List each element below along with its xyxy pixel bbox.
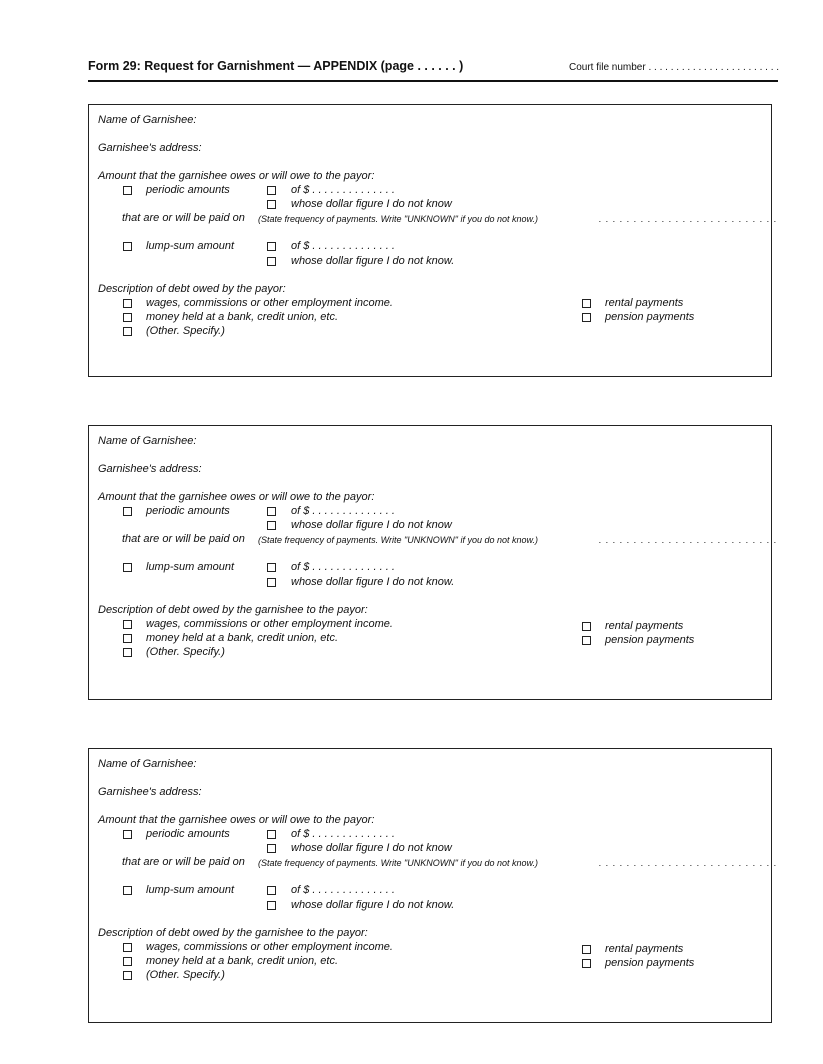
lump-of-dollar-label: of $ . . . . . . . . . . . . . . bbox=[291, 884, 395, 896]
lump-of-dollar-label: of $ . . . . . . . . . . . . . . bbox=[291, 240, 395, 252]
other-checkbox[interactable] bbox=[123, 327, 132, 336]
wages-label: wages, commissions or other employment income. bbox=[146, 618, 393, 630]
lump-unknown-checkbox[interactable] bbox=[267, 257, 276, 266]
money-held-label: money held at a bank, credit union, etc. bbox=[146, 311, 339, 323]
periodic-of-dollar-label: of $ . . . . . . . . . . . . . . bbox=[291, 184, 395, 196]
debt-intro: Description of debt owed by the garnishee to the payor: bbox=[98, 604, 368, 616]
lump-sum-checkbox[interactable] bbox=[123, 242, 132, 251]
lump-of-dollar-label: of $ . . . . . . . . . . . . . . bbox=[291, 561, 395, 573]
wages-label: wages, commissions or other employment income. bbox=[146, 941, 393, 953]
garnishee-section-1 bbox=[88, 104, 778, 377]
paid-on-lead: that are or will be paid on bbox=[122, 856, 245, 868]
garnishee-section-2 bbox=[88, 425, 778, 700]
wages-checkbox[interactable] bbox=[123, 620, 132, 629]
amount-intro: Amount that the garnishee owes or will owe to the payor: bbox=[98, 491, 375, 503]
money-held-checkbox[interactable] bbox=[123, 957, 132, 966]
other-label: (Other. Specify.) bbox=[146, 969, 225, 981]
paid-on-lead: that are or will be paid on bbox=[122, 212, 245, 224]
paid-on-fill[interactable]: . . . . . . . . . . . . . . . . . . . . . . . . . . bbox=[599, 858, 778, 868]
money-held-label: money held at a bank, credit union, etc. bbox=[146, 955, 339, 967]
amount-intro: Amount that the garnishee owes or will owe to the payor: bbox=[98, 170, 375, 182]
pension-label: pension payments bbox=[605, 311, 695, 323]
rental-checkbox[interactable] bbox=[582, 945, 591, 954]
pension-checkbox[interactable] bbox=[582, 959, 591, 968]
lump-sum-label: lump-sum amount bbox=[146, 884, 235, 896]
garnishee-address-label: Garnishee's address: bbox=[98, 463, 202, 475]
garnishee-address-label: Garnishee's address: bbox=[98, 786, 202, 798]
lump-sum-checkbox[interactable] bbox=[123, 563, 132, 572]
lump-sum-label: lump-sum amount bbox=[146, 561, 235, 573]
periodic-unknown-label: whose dollar figure I do not know bbox=[291, 519, 452, 531]
header-rule bbox=[88, 80, 778, 82]
pension-checkbox[interactable] bbox=[582, 313, 591, 322]
debt-intro: Description of debt owed by the garnishee to the payor: bbox=[98, 927, 368, 939]
rental-label: rental payments bbox=[605, 620, 684, 632]
periodic-of-dollar-checkbox[interactable] bbox=[267, 830, 276, 839]
periodic-amounts-checkbox[interactable] bbox=[123, 830, 132, 839]
paid-on-note: (State frequency of payments. Write "UNKNOWN" if you do not know.) bbox=[258, 858, 538, 868]
garnishee-name-label: Name of Garnishee: bbox=[98, 435, 197, 447]
lump-sum-label: lump-sum amount bbox=[146, 240, 235, 252]
periodic-of-dollar-label: of $ . . . . . . . . . . . . . . bbox=[291, 828, 395, 840]
money-held-checkbox[interactable] bbox=[123, 313, 132, 322]
lump-unknown-label: whose dollar figure I do not know. bbox=[291, 255, 455, 267]
periodic-amounts-label: periodic amounts bbox=[146, 184, 230, 196]
periodic-unknown-label: whose dollar figure I do not know bbox=[291, 198, 452, 210]
periodic-amounts-label: periodic amounts bbox=[146, 505, 230, 517]
lump-of-dollar-checkbox[interactable] bbox=[267, 886, 276, 895]
paid-on-note: (State frequency of payments. Write "UNKNOWN" if you do not know.) bbox=[258, 535, 538, 545]
wages-checkbox[interactable] bbox=[123, 299, 132, 308]
paid-on-fill[interactable]: . . . . . . . . . . . . . . . . . . . . . . . . . . bbox=[599, 535, 778, 545]
lump-of-dollar-checkbox[interactable] bbox=[267, 563, 276, 572]
money-held-checkbox[interactable] bbox=[123, 634, 132, 643]
lump-unknown-checkbox[interactable] bbox=[267, 578, 276, 587]
paid-on-lead: that are or will be paid on bbox=[122, 533, 245, 545]
lump-sum-checkbox[interactable] bbox=[123, 886, 132, 895]
other-checkbox[interactable] bbox=[123, 971, 132, 980]
rental-checkbox[interactable] bbox=[582, 299, 591, 308]
wages-checkbox[interactable] bbox=[123, 943, 132, 952]
garnishee-section-3 bbox=[88, 748, 778, 1023]
other-label: (Other. Specify.) bbox=[146, 325, 225, 337]
money-held-label: money held at a bank, credit union, etc. bbox=[146, 632, 339, 644]
wages-label: wages, commissions or other employment income. bbox=[146, 297, 393, 309]
pension-label: pension payments bbox=[605, 634, 695, 646]
rental-checkbox[interactable] bbox=[582, 622, 591, 631]
debt-intro: Description of debt owed by the payor: bbox=[98, 283, 286, 295]
lump-unknown-label: whose dollar figure I do not know. bbox=[291, 899, 455, 911]
rental-label: rental payments bbox=[605, 943, 684, 955]
lump-unknown-label: whose dollar figure I do not know. bbox=[291, 576, 455, 588]
periodic-of-dollar-label: of $ . . . . . . . . . . . . . . bbox=[291, 505, 395, 517]
lump-unknown-checkbox[interactable] bbox=[267, 901, 276, 910]
periodic-amounts-checkbox[interactable] bbox=[123, 186, 132, 195]
garnishee-address-label: Garnishee's address: bbox=[98, 142, 202, 154]
amount-intro: Amount that the garnishee owes or will owe to the payor: bbox=[98, 814, 375, 826]
form-title: Form 29: Request for Garnishment — APPENDIX (page . . . . . . ) bbox=[88, 59, 464, 73]
periodic-unknown-checkbox[interactable] bbox=[267, 521, 276, 530]
court-file-number: Court file number . . . . . . . . . . . . . . . . . . . . . . . . bbox=[569, 62, 780, 73]
periodic-amounts-label: periodic amounts bbox=[146, 828, 230, 840]
paid-on-note: (State frequency of payments. Write "UNKNOWN" if you do not know.) bbox=[258, 214, 538, 224]
pension-label: pension payments bbox=[605, 957, 695, 969]
pension-checkbox[interactable] bbox=[582, 636, 591, 645]
periodic-unknown-label: whose dollar figure I do not know bbox=[291, 842, 452, 854]
periodic-of-dollar-checkbox[interactable] bbox=[267, 186, 276, 195]
rental-label: rental payments bbox=[605, 297, 684, 309]
other-checkbox[interactable] bbox=[123, 648, 132, 657]
lump-of-dollar-checkbox[interactable] bbox=[267, 242, 276, 251]
other-label: (Other. Specify.) bbox=[146, 646, 225, 658]
paid-on-fill[interactable]: . . . . . . . . . . . . . . . . . . . . . . . . . . bbox=[599, 214, 778, 224]
periodic-unknown-checkbox[interactable] bbox=[267, 200, 276, 209]
garnishee-name-label: Name of Garnishee: bbox=[98, 758, 197, 770]
periodic-unknown-checkbox[interactable] bbox=[267, 844, 276, 853]
garnishee-name-label: Name of Garnishee: bbox=[98, 114, 197, 126]
periodic-amounts-checkbox[interactable] bbox=[123, 507, 132, 516]
periodic-of-dollar-checkbox[interactable] bbox=[267, 507, 276, 516]
